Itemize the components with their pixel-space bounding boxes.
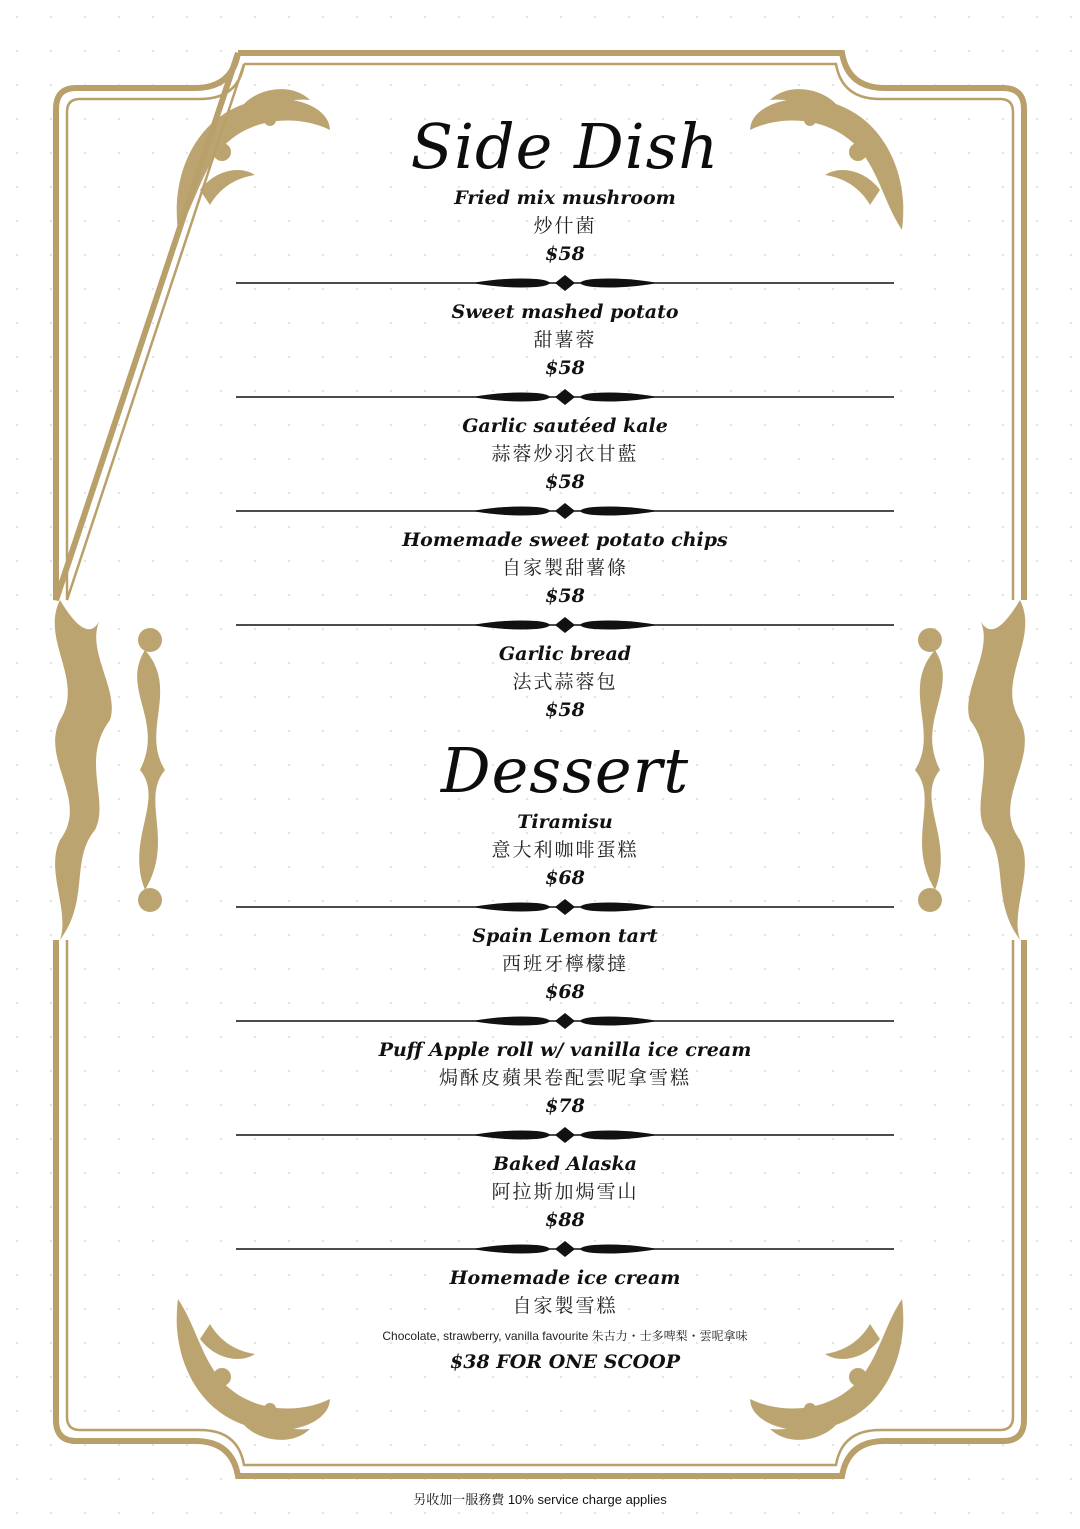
ornamental-divider [236,610,894,640]
item-chinese-name: 阿拉斯加焗雪山 [491,1181,639,1203]
item-chinese-name: 自家製雪糕 [512,1295,618,1317]
dessert-title: Dessert [440,734,690,807]
item-name: Tiramisu [517,811,613,833]
item-price: $68 [545,867,585,889]
ornamental-divider [236,382,894,412]
item-chinese-name: 意大利咖啡蛋糕 [491,839,639,861]
service-charge-note: 另收加一服務費 10% service charge applies [413,1492,667,1507]
ornamental-divider [236,268,894,298]
item-price: $68 [545,981,585,1003]
item-price: $88 [545,1209,585,1231]
menu-item [236,412,894,496]
side-ornament-right [915,600,1025,940]
item-name: Homemade sweet potato chips [402,529,728,551]
item-name: Homemade ice cream [449,1267,681,1289]
item-chinese-name: 焗酥皮蘋果卷配雲呢拿雪糕 [438,1067,691,1089]
item-chinese-name: 蒜蓉炒羽衣甘藍 [491,443,639,465]
menu-item [236,640,894,724]
menu-item [236,808,894,892]
ornamental-divider [236,1234,894,1264]
item-chinese-name: 甜薯蓉 [533,329,597,351]
item-name: Spain Lemon tart [472,925,658,947]
menu-item [236,1264,894,1378]
ornamental-divider [236,496,894,526]
item-name: Fried mix mushroom [454,187,676,209]
item-name: Garlic sautéed kale [462,415,668,437]
item-chinese-name: 西班牙檸檬撻 [501,953,628,975]
menu-item [236,184,894,268]
ice-cream-price: $38 FOR ONE SCOOP [450,1351,680,1373]
item-name: Baked Alaska [493,1153,637,1175]
menu-item [236,1036,894,1120]
ice-cream-flavours-note: Chocolate, strawberry, vanilla favourite 朱古力・士多啤梨・雲呢拿味 [382,1329,748,1343]
ornamental-divider [236,1006,894,1036]
item-chinese-name: 自家製甜薯條 [501,557,628,579]
item-name: Garlic bread [498,643,632,665]
item-chinese-name: 法式蒜蓉包 [512,671,618,693]
item-name: Puff Apple roll w/ vanilla ice cream [378,1039,752,1061]
side-ornament-left [55,600,165,940]
menu-content [236,110,894,1378]
item-price: $78 [545,1095,585,1117]
item-price: $58 [545,357,585,379]
item-name: Sweet mashed potato [451,301,679,323]
item-price: $58 [545,699,585,721]
item-chinese-name: 炒什菌 [533,215,597,237]
item-price: $58 [545,585,585,607]
ornamental-divider [236,892,894,922]
menu-item [236,298,894,382]
menu-item [236,922,894,1006]
menu-item [236,1150,894,1234]
side-dish-title: Side Dish [410,110,720,183]
item-price: $58 [545,471,585,493]
menu-item [236,526,894,610]
item-price: $58 [545,243,585,265]
ornamental-divider [236,1120,894,1150]
